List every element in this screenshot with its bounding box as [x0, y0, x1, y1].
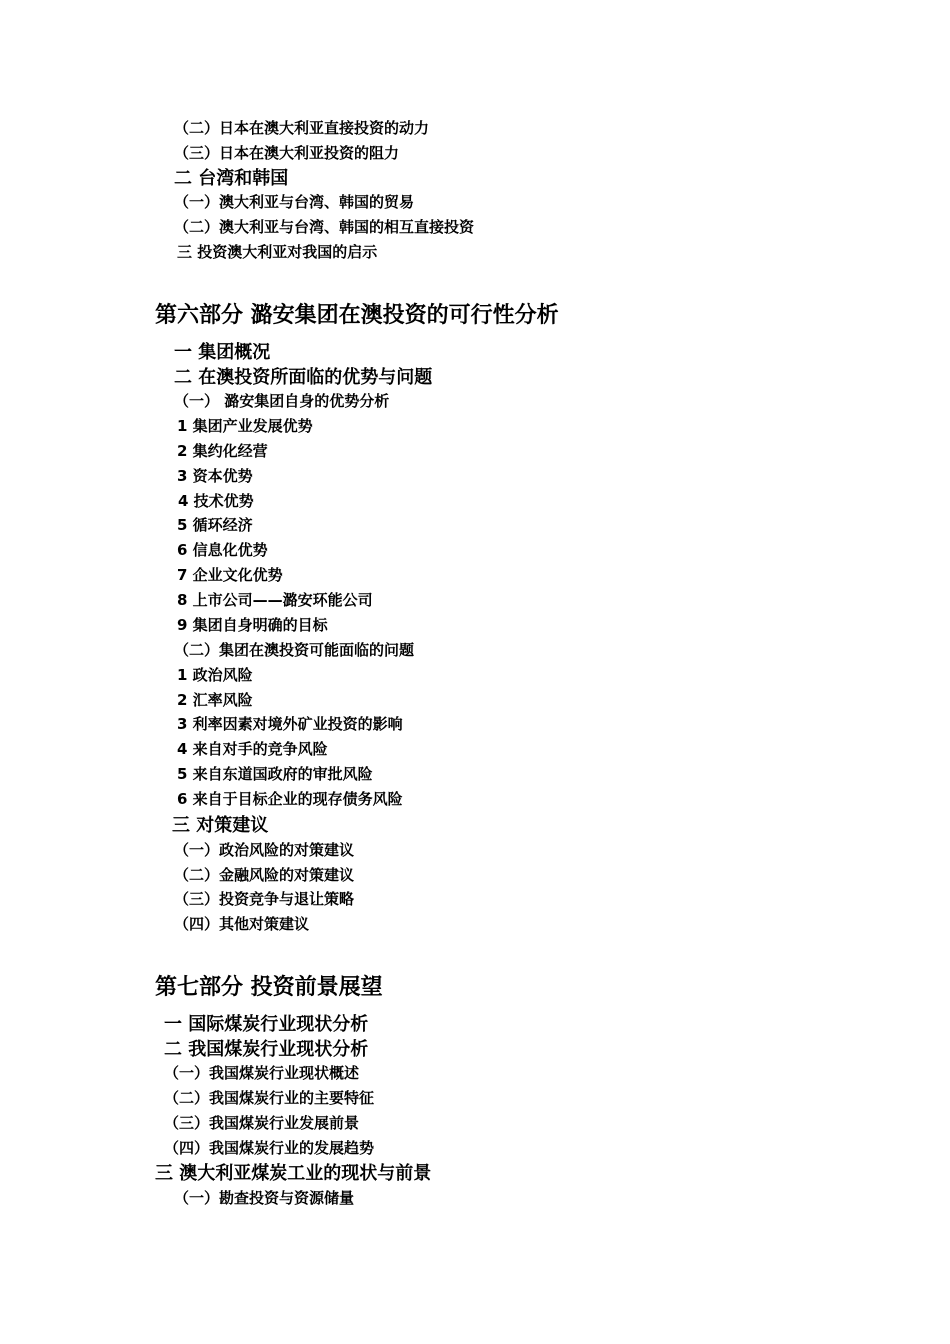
- toc-section-heading: 三 对策建议: [172, 815, 269, 836]
- toc-entry: （二）日本在澳大利亚直接投资的动力: [174, 119, 430, 137]
- toc-entry: 2 集约化经营: [177, 442, 268, 460]
- toc-section-heading: 二 在澳投资所面临的优势与问题: [174, 367, 433, 388]
- toc-entry: 三 投资澳大利亚对我国的启示: [177, 243, 378, 261]
- toc-entry: 4 来自对手的竞争风险: [177, 740, 328, 758]
- toc-entry: 3 利率因素对境外矿业投资的影响: [177, 715, 403, 733]
- toc-entry: 7 企业文化优势: [177, 566, 283, 584]
- toc-entry: （四）我国煤炭行业的发展趋势: [164, 1139, 375, 1157]
- toc-entry: 5 循环经济: [177, 516, 253, 534]
- toc-entry: 6 来自于目标企业的现存债务风险: [177, 790, 403, 808]
- toc-entry: 5 来自东道国政府的审批风险: [177, 765, 373, 783]
- toc-entry: （二）我国煤炭行业的主要特征: [164, 1089, 375, 1107]
- toc-entry: 2 汇率风险: [177, 691, 253, 709]
- toc-entry: 1 集团产业发展优势: [177, 417, 313, 435]
- toc-section-heading: 二 我国煤炭行业现状分析: [164, 1039, 369, 1060]
- toc-entry: （一）我国煤炭行业现状概述: [164, 1064, 360, 1082]
- toc-section-heading: 一 国际煤炭行业现状分析: [164, 1014, 369, 1035]
- toc-entry: （一）澳大利亚与台湾、韩国的贸易: [174, 193, 415, 211]
- toc-section-heading: 二 台湾和韩国: [174, 168, 289, 189]
- toc-entry: （二）澳大利亚与台湾、韩国的相互直接投资: [174, 218, 475, 236]
- toc-part-heading: 第六部分 潞安集团在澳投资的可行性分析: [155, 303, 559, 328]
- toc-entry: （一） 潞安集团自身的优势分析: [174, 392, 390, 410]
- toc-entry: 8 上市公司——潞安环能公司: [177, 591, 373, 609]
- toc-entry: （三）日本在澳大利亚投资的阻力: [174, 144, 400, 162]
- toc-entry: 9 集团自身明确的目标: [177, 616, 328, 634]
- toc-entry: 6 信息化优势: [177, 541, 268, 559]
- toc-entry: （二）集团在澳投资可能面临的问题: [174, 641, 415, 659]
- toc-entry: （一）勘查投资与资源储量: [174, 1189, 355, 1207]
- toc-entry: （一）政治风险的对策建议: [174, 841, 355, 859]
- toc-entry: （二）金融风险的对策建议: [174, 866, 355, 884]
- toc-entry: 4 技术优势: [178, 492, 254, 510]
- toc-entry: （四）其他对策建议: [174, 915, 310, 933]
- toc-section-heading: 三 澳大利亚煤炭工业的现状与前景: [155, 1163, 432, 1184]
- toc-part-heading: 第七部分 投资前景展望: [155, 975, 383, 1000]
- toc-section-heading: 一 集团概况: [174, 342, 271, 363]
- toc-entry: 3 资本优势: [177, 467, 253, 485]
- toc-entry: 1 政治风险: [177, 666, 253, 684]
- toc-entry: （三）我国煤炭行业发展前景: [164, 1114, 360, 1132]
- toc-entry: （三）投资竞争与退让策略: [174, 890, 355, 908]
